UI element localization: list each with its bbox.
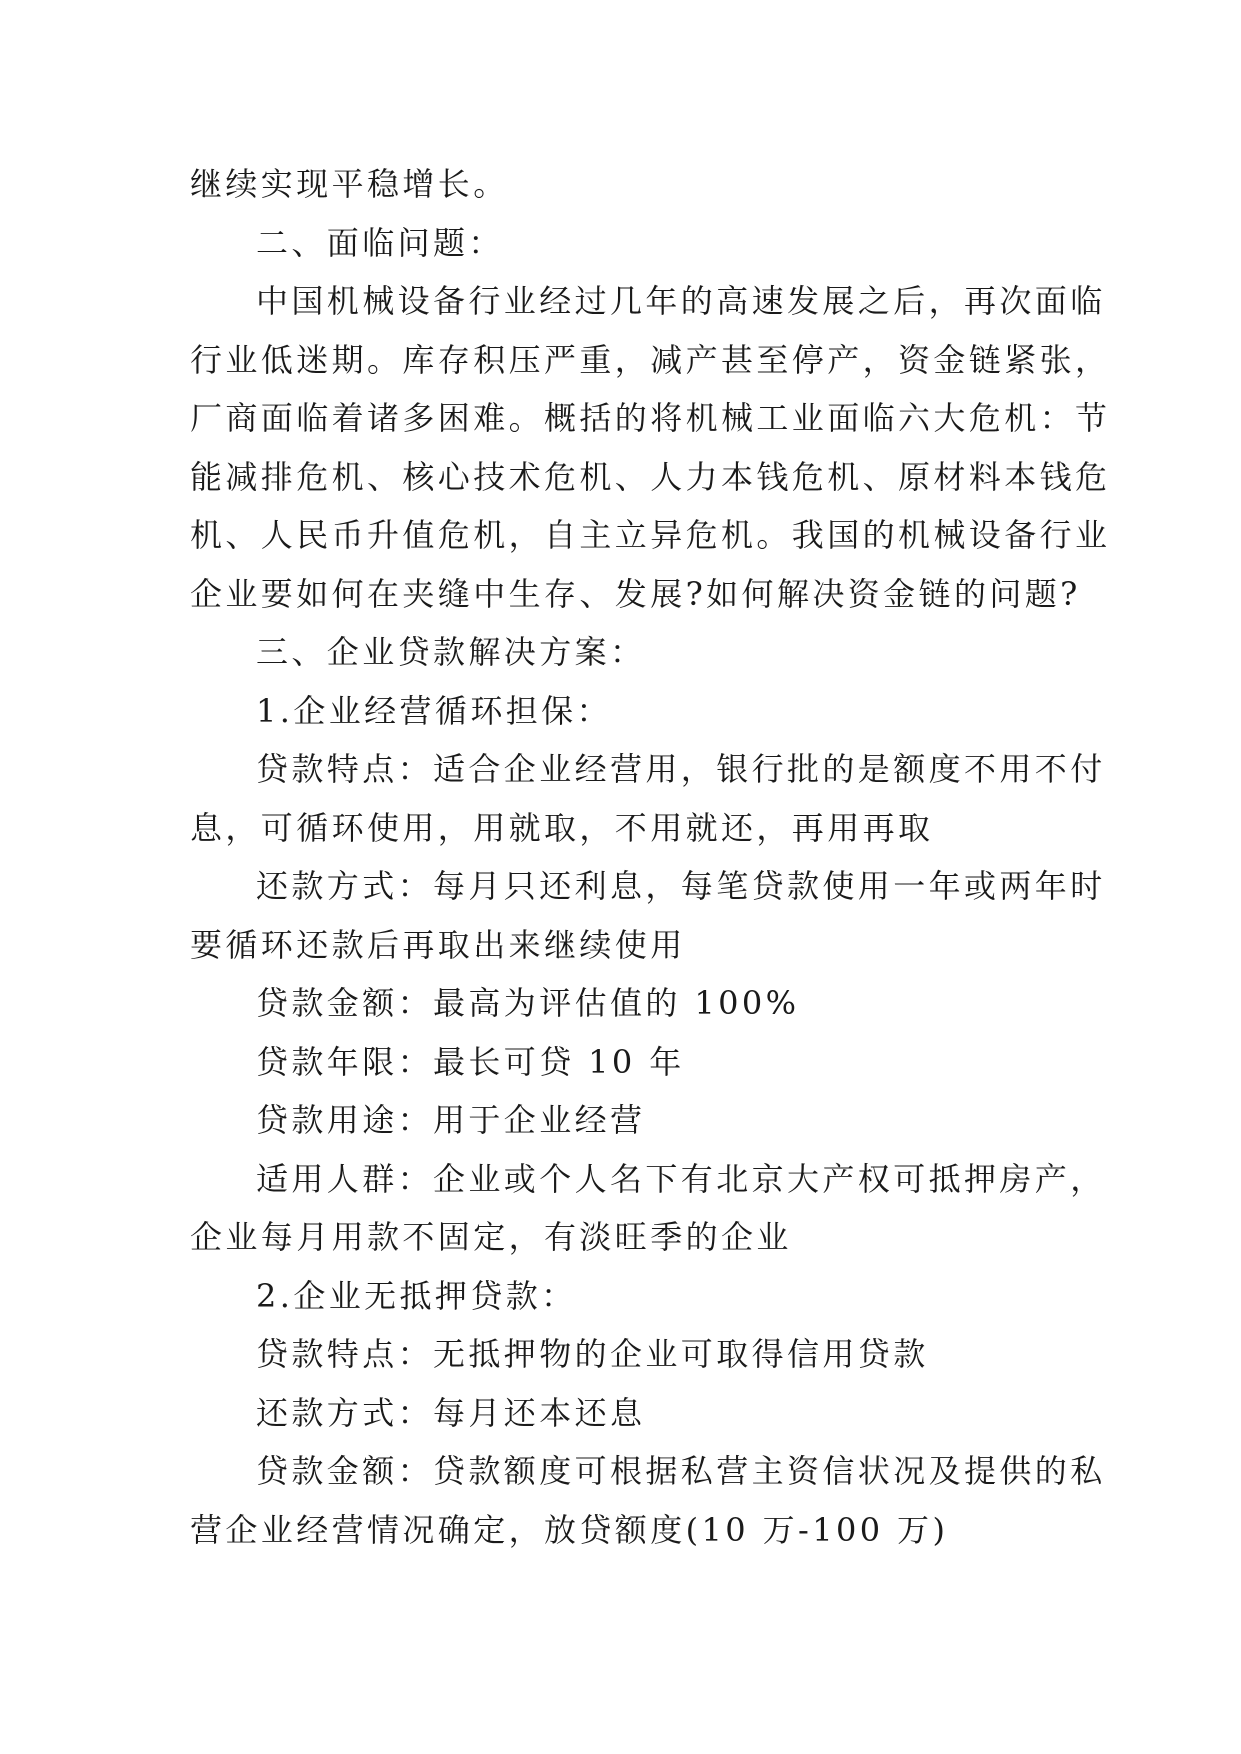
text-line: 贷款年限：最长可贷 10 年 <box>256 1042 685 1081</box>
text-line: 贷款金额：贷款额度可根据私营主资信状况及提供的私 <box>256 1452 1106 1490</box>
document-body <box>190 155 1111 1559</box>
text-line: 还款方式：每月只还利息，每笔贷款使用一年或两年时 <box>256 867 1106 905</box>
text-line: 还款方式：每月还本还息 <box>256 1393 646 1432</box>
section-heading: 二、面临问题： <box>256 223 504 262</box>
text-line: 机、人民币升值危机，自主立异危机。我国的机械设备行业 <box>190 516 1111 554</box>
subsection-heading: 1.企业经营循环担保： <box>256 691 612 730</box>
text-line: 贷款特点：适合企业经营用，银行批的是额度不用不付 <box>256 750 1106 788</box>
text-line: 行业低迷期。库存积压严重，减产甚至停产，资金链紧张， <box>190 340 1111 379</box>
text-line: 营企业经营情况确定，放贷额度(10 万-100 万) <box>190 1510 949 1549</box>
text-line: 企业要如何在夹缝中生存、发展?如何解决资金链的问题? <box>190 574 1081 613</box>
text-line: 能减排危机、核心技术危机、人力本钱危机、原材料本钱危 <box>190 457 1111 496</box>
text-line: 贷款用途：用于企业经营 <box>256 1101 646 1139</box>
text-line: 贷款特点：无抵押物的企业可取得信用贷款 <box>256 1335 929 1373</box>
text-line: 中国机械设备行业经过几年的高速发展之后，再次面临 <box>256 282 1106 320</box>
text-line: 企业每月用款不固定，有淡旺季的企业 <box>190 1218 792 1256</box>
text-line: 适用人群：企业或个人名下有北京大产权可抵押房产， <box>256 1159 1106 1198</box>
subsection-heading: 2.企业无抵押贷款： <box>256 1276 577 1315</box>
text-line: 息，可循环使用，用就取，不用就还，再用再取 <box>190 808 934 847</box>
section-heading: 三、企业贷款解决方案： <box>256 633 646 671</box>
text-line: 贷款金额：最高为评估值的 100% <box>256 984 800 1022</box>
text-line: 厂商面临着诸多困难。概括的将机械工业面临六大危机：节 <box>190 399 1111 437</box>
text-line: 要循环还款后再取出来继续使用 <box>190 925 686 964</box>
text-line: 继续实现平稳增长。 <box>190 165 509 203</box>
